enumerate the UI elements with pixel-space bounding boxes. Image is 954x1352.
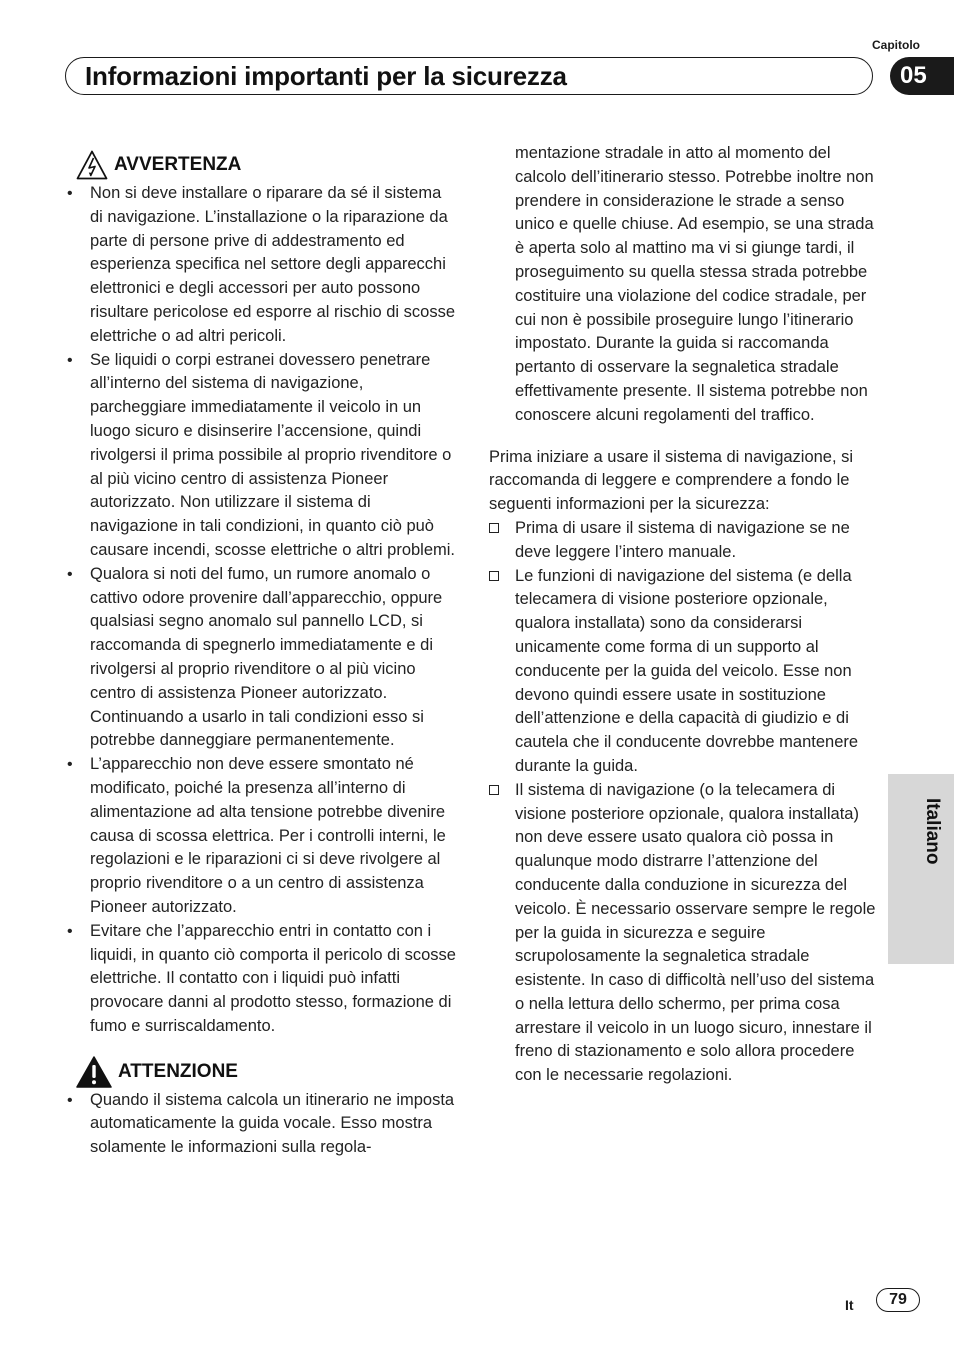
warning-heading bbox=[64, 148, 456, 182]
chapter-label: Capitolo bbox=[872, 38, 920, 52]
caution-heading bbox=[64, 1055, 456, 1089]
page-title: Informazioni importanti per la sicurezza bbox=[85, 61, 567, 91]
caution-exclamation-icon bbox=[76, 1056, 112, 1088]
warning-list bbox=[64, 182, 456, 1039]
list-item: • Non si deve installare o riparare da sé il sistema di navigazione. L’installazione o la riparazione da parte di persone prive di addestramento ed esperienza specifica nel settore degli apparecchi elettronici e degli accessori per auto possono risultare pericolose ed esporre al rischio di scosse elettriche o ad altri pericoli. bbox=[67, 184, 455, 345]
page-number: 79 bbox=[876, 1288, 920, 1312]
caution-block bbox=[64, 1055, 456, 1160]
list-item: • L’apparecchio non deve essere smontato né modificato, poiché la presenza all’interno di alimentazione ad alta tensione potrebbe divenire causa di scossa elettrica. Per i controlli interni, le regolazioni e le riparazioni ci si deve rivolgere al proprio rivenditore o a un centro di assistenza Pioneer autorizzato. bbox=[67, 755, 446, 916]
warning-heading-text: AVVERTENZA bbox=[114, 154, 242, 176]
checkbox-square-icon bbox=[489, 523, 499, 533]
list-item: • Se liquidi o corpi estranei dovessero penetrare all’interno del sistema di navigazione, parcheggiare immediatamente il veicolo in un luogo sicuro e disinserire l’accensione, quindi rivolgersi il prima possibile al proprio rivenditore o al più vicino centro di assistenza Pioneer autorizzato. Non utilizzare il sistema di navigazione in tali condizioni, in quanto ciò può causare incendi, scosse elettriche o altri problemi. bbox=[67, 350, 456, 559]
list-item: Prima di usare il sistema di navigazione se ne deve leggere l’intero manuale. bbox=[489, 517, 881, 565]
title-box bbox=[65, 57, 873, 95]
list-item: • Evitare che l’apparecchio entri in contatto con i liquidi, in quanto ciò comporta il pericolo di scosse elettriche. Il contatto con i liquidi può infatti provocare danni al prodotto stesso, formazione di fumo e surriscaldamento. bbox=[67, 921, 456, 1035]
list-item: Il sistema di navigazione (o la telecamera di visione posteriore opzionale, qualora installata) non deve essere usato qualora ciò possa in qualunque modo distrarre l’attenzione del conducente dalla conduzione in sicurezza del veicolo. È necessario osservare sempre le regole per la guida in sicurezza e seguire scrupolosamente la segnaletica stradale esistente. In caso di difficoltà nell’uso del sistema o nella lettura dello schermo, per prima cosa arrestare il veicolo in un luogo sicuro, innestare il freno di stazionamento e solo allora procedere con le necessarie regolazioni. bbox=[489, 779, 881, 1088]
notes-list bbox=[489, 517, 881, 1088]
chapter-number-badge: 05 bbox=[890, 57, 954, 95]
list-item: • Qualora si noti del fumo, un rumore anomalo o cattivo odore provenire dall’apparecchio, oppure qualsiasi segno anomalo sul pannello LCD, si raccomanda di spegnerlo immediatamente e di rivolgersi al proprio rivenditore o al più vicino centro di assistenza Pioneer autorizzato. Continuando a usarlo in tali condizioni esso si potrebbe danneggiare permanentemente. bbox=[67, 564, 443, 750]
intro-paragraph: Prima iniziare a usare il sistema di navigazione, si raccomanda di leggere e comprendere a fondo le seguenti informazioni per la sicurezza: bbox=[489, 447, 854, 514]
left-column bbox=[64, 148, 456, 1160]
caution-continued-text: mentazione stradale in atto al momento del calcolo dell’itinerario stesso. Potrebbe inoltre non prendere in considerazione le strade a senso unico e quelle chiuse. Ad esempio, se una strada è aperta solo al mattino ma vi si giunge tardi, il proseguimento su quella stessa strada potrebbe costituire una violazione del codice stradale, per cui non è possibile proseguire lungo l’itinerario impostato. Durante la guida si raccomanda pertanto di osservare la segnaletica stradale effettivamente presente. Il sistema potrebbe non conoscere alcuni regolamenti del traffico. bbox=[515, 144, 874, 424]
right-column bbox=[489, 142, 881, 1088]
language-side-tab bbox=[888, 774, 954, 964]
warning-electric-icon bbox=[76, 150, 108, 180]
checkbox-square-icon bbox=[489, 785, 499, 795]
language-code: It bbox=[845, 1297, 854, 1313]
caution-list bbox=[64, 1089, 456, 1160]
caution-heading-text: ATTENZIONE bbox=[118, 1060, 238, 1082]
language-tab-label: Italiano bbox=[922, 798, 943, 865]
list-item: Le funzioni di navigazione del sistema (e della telecamera di visione posteriore opzionale, qualora installata) sono da considerarsi unicamente come forma di un supporto al conducente per la guida del veicolo. Esse non devono quindi essere usate in sostituzione dell’attenzione e della capacità di giudizio e di cautela che il conducente dovrebbe mantenere durante la guida. bbox=[489, 565, 881, 779]
checkbox-square-icon bbox=[489, 571, 499, 581]
list-item: • Quando il sistema calcola un itinerario ne imposta automaticamente la guida vocale. Esso mostra solamente le informazioni sulla regola- bbox=[67, 1090, 455, 1157]
